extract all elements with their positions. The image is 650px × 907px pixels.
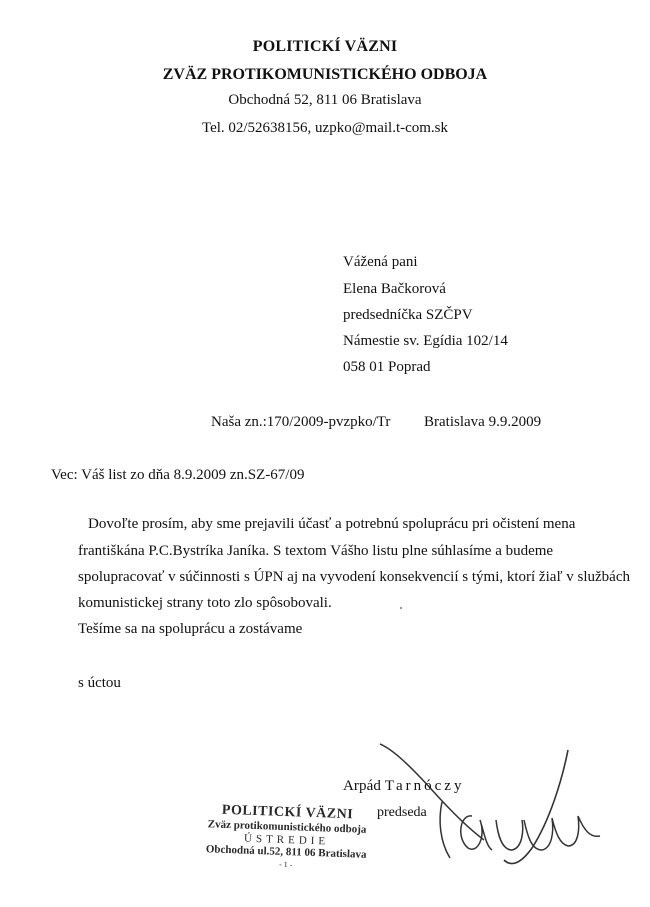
regards-line: s úctou: [78, 675, 121, 691]
signatory-role: predseda: [377, 805, 427, 820]
recipient-salutation: Vážená pani: [343, 254, 418, 270]
body-line-1: Dovoľte prosím, aby sme prejavili účasť a potrebnú spoluprácu pri očistení mena: [88, 516, 576, 532]
letterhead-org-name: POLITICKÍ VÄZNI: [252, 38, 398, 55]
subject-line: Vec: Váš list zo dňa 8.9.2009 zn.SZ-67/09: [51, 467, 305, 483]
recipient-name: Elena Bačkorová: [343, 281, 446, 297]
stamp-line-1: POLITICKÍ VÄZNI: [221, 802, 354, 823]
body-line-2: františkána P.C.Bystríka Janíka. S textom Vášho listu plne súhlasíme a budeme: [78, 543, 554, 559]
signatory-first-name: Arpád: [343, 778, 381, 794]
place-date: Bratislava 9.9.2009: [424, 414, 542, 430]
recipient-role: predsedníčka SZČPV: [343, 307, 473, 323]
organization-stamp: [197, 798, 376, 882]
stamp-line-5: - 1 -: [278, 859, 293, 870]
stamp-line-4: Obchodná ul.52, 811 06 Bratislava: [205, 843, 367, 861]
closing-line: Tešíme sa na spoluprácu a zostávame: [78, 621, 303, 637]
our-reference: Naša zn.:170/2009-pvzpko/Tr: [211, 414, 391, 430]
letterhead-contact: Tel. 02/52638156, uzpko@mail.t-com.sk: [201, 120, 449, 136]
letterhead-address: Obchodná 52, 811 06 Bratislava: [228, 92, 422, 108]
stray-mark: [400, 607, 402, 609]
recipient-street: Námestie sv. Egídia 102/14: [343, 333, 508, 349]
signatory-name: [343, 778, 464, 795]
stamp-line-2: Zväz protikomunistického odboja: [207, 818, 367, 836]
recipient-city: 058 01 Poprad: [343, 359, 431, 375]
stamp-line-3: ÚSTREDIE: [243, 832, 330, 848]
letterhead-org-subtitle: ZVÄZ PROTIKOMUNISTICKÉHO ODBOJA: [162, 66, 488, 83]
body-line-3: spolupracovať v súčinnosti s ÚPN aj na vyvodení konsekvencií s tými, ktorí žiaľ v službách: [78, 569, 630, 585]
body-line-4: komunistickej strany toto zlo spôsobovali.: [78, 595, 332, 611]
signatory-surname: Tarnóczy: [384, 778, 465, 794]
